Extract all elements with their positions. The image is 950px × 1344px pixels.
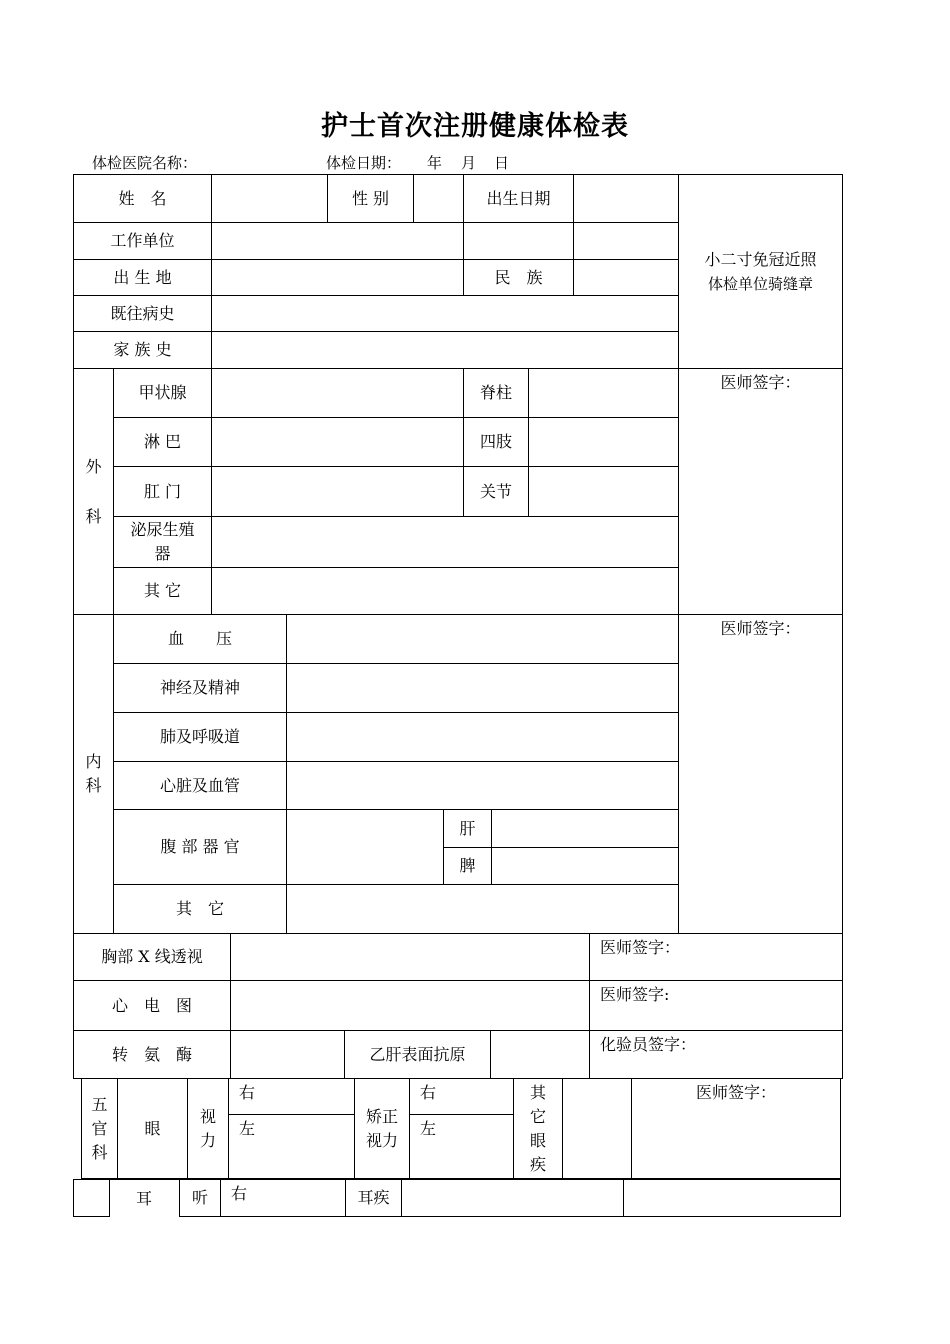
urogenital-line-2: 器 <box>154 544 171 563</box>
name-field[interactable] <box>211 174 328 223</box>
other-eye-char-2: 它 <box>529 1106 546 1126</box>
photo-line-1: 小二寸免冠近照 <box>704 249 817 269</box>
urogenital-label <box>113 516 212 568</box>
ecg-label: 心 电 图 <box>73 980 231 1031</box>
eye-label: 眼 <box>117 1078 188 1179</box>
thyroid-field[interactable] <box>211 368 464 418</box>
internal-char-2: 科 <box>85 776 102 795</box>
surgery-dept-label <box>73 368 114 615</box>
facial-doctor-sign: 医师签字： <box>631 1078 841 1179</box>
vision-char-2: 力 <box>199 1130 216 1150</box>
anus-label: 肛 门 <box>113 466 212 517</box>
urogenital-field[interactable] <box>211 516 679 568</box>
vision-left-field[interactable]: 左 <box>228 1114 355 1179</box>
xray-field[interactable] <box>230 933 590 981</box>
ecg-doctor-sign: 医师签字: <box>589 980 843 1031</box>
facial-char-3: 科 <box>91 1142 108 1162</box>
facial-dept-label <box>81 1078 118 1179</box>
thyroid-label: 甲状腺 <box>113 368 212 418</box>
internal-other-label: 其 它 <box>113 884 287 934</box>
blood-pressure-label: 血 压 <box>113 614 287 664</box>
joints-field[interactable] <box>528 466 679 517</box>
ear-doctor-cell <box>623 1179 841 1217</box>
vision-label <box>187 1078 229 1179</box>
past-history-label: 既往病史 <box>73 295 212 332</box>
surgery-other-label: 其 它 <box>113 567 212 615</box>
hearing-label: 听 <box>179 1179 221 1217</box>
heart-field[interactable] <box>286 761 679 810</box>
work-unit-label: 工作单位 <box>73 222 212 260</box>
exam-date-label: 体检日期： <box>326 154 402 172</box>
lymph-label: 淋 巴 <box>113 417 212 467</box>
abdomen-field[interactable] <box>286 809 444 885</box>
ecg-field[interactable] <box>230 980 590 1031</box>
alt-label: 转 氨 酶 <box>73 1030 231 1079</box>
xray-label: 胸部 X 线透视 <box>73 933 231 981</box>
family-history-field[interactable] <box>211 331 679 369</box>
internal-other-field[interactable] <box>286 884 679 934</box>
hbsag-field[interactable] <box>490 1030 590 1079</box>
month-label: 月 <box>461 154 477 172</box>
other-eye-char-3: 眼 <box>529 1130 546 1150</box>
blank-cell <box>463 222 574 260</box>
blood-pressure-field[interactable] <box>286 614 679 664</box>
photo-area <box>678 174 843 369</box>
anus-field[interactable] <box>211 466 464 517</box>
vision-right-field[interactable]: 右 <box>228 1078 355 1115</box>
corrected-right-field[interactable]: 右 <box>409 1078 514 1115</box>
other-eye-char-1: 其 <box>529 1082 546 1102</box>
corrected-vision-label <box>354 1078 410 1179</box>
alt-field[interactable] <box>230 1030 345 1079</box>
ear-disease-field[interactable] <box>401 1179 624 1217</box>
hearing-right-field[interactable]: 右 <box>220 1179 346 1217</box>
ethnicity-field[interactable] <box>573 259 679 296</box>
name-label: 姓 名 <box>73 174 212 223</box>
birth-date-label: 出生日期 <box>463 174 574 223</box>
ear-label: 耳 <box>109 1179 180 1217</box>
page-title: 护士首次注册健康体检表 <box>321 111 629 142</box>
hospital-name-label: 体检医院名称： <box>92 154 198 172</box>
internal-char-1: 内 <box>85 752 102 771</box>
surgery-char-2: 科 <box>85 506 102 526</box>
liver-label: 肝 <box>443 809 492 848</box>
neuro-label: 神经及精神 <box>113 663 287 713</box>
limbs-field[interactable] <box>528 417 679 467</box>
day-label: 日 <box>494 154 510 172</box>
spine-field[interactable] <box>528 368 679 418</box>
birth-date-field[interactable] <box>573 174 679 223</box>
xray-doctor-sign: 医师签字： <box>589 933 843 981</box>
joints-label: 关节 <box>463 466 529 517</box>
spleen-label: 脾 <box>443 847 492 885</box>
spine-label: 脊柱 <box>463 368 529 418</box>
internal-dept-label <box>73 614 114 934</box>
other-eye-char-4: 疾 <box>529 1154 546 1174</box>
other-eye-disease-label <box>513 1078 563 1179</box>
ethnicity-label: 民 族 <box>463 259 574 296</box>
corrected-left-field[interactable]: 左 <box>409 1114 514 1179</box>
year-label: 年 <box>427 154 443 172</box>
vision-char-1: 视 <box>199 1106 216 1126</box>
neuro-field[interactable] <box>286 663 679 713</box>
blank-cell <box>573 222 679 260</box>
lung-field[interactable] <box>286 712 679 762</box>
facial-char-2: 官 <box>91 1118 108 1138</box>
heart-label: 心脏及血管 <box>113 761 287 810</box>
surgery-char-1: 外 <box>85 456 102 476</box>
lab-tech-sign: 化验员签字： <box>589 1030 843 1079</box>
facial-char-1: 五 <box>91 1094 108 1114</box>
lung-label: 肺及呼吸道 <box>113 712 287 762</box>
other-eye-disease-field[interactable] <box>562 1078 632 1179</box>
ear-disease-label: 耳疾 <box>345 1179 402 1217</box>
corrected-line-2: 视力 <box>365 1130 398 1150</box>
gender-label: 性 别 <box>327 174 414 223</box>
birthplace-field[interactable] <box>211 259 464 296</box>
surgery-other-field[interactable] <box>211 567 679 615</box>
lymph-field[interactable] <box>211 417 464 467</box>
abdomen-label: 腹 部 器 官 <box>113 809 287 885</box>
urogenital-line-1: 泌尿生殖 <box>130 520 195 539</box>
liver-field[interactable] <box>491 809 679 848</box>
corrected-line-1: 矫正 <box>365 1106 398 1126</box>
family-history-label: 家 族 史 <box>73 331 212 369</box>
limbs-label: 四肢 <box>463 417 529 467</box>
past-history-field[interactable] <box>211 295 679 332</box>
spleen-field[interactable] <box>491 847 679 885</box>
gender-field[interactable] <box>413 174 464 223</box>
internal-doctor-sign: 医师签字： <box>678 614 843 934</box>
work-unit-field[interactable] <box>211 222 464 260</box>
photo-line-2: 体检单位骑缝章 <box>707 274 813 293</box>
surgery-doctor-sign: 医师签字： <box>678 368 843 615</box>
hbsag-label: 乙肝表面抗原 <box>344 1030 491 1079</box>
birthplace-label: 出 生 地 <box>73 259 212 296</box>
ear-blank-cell <box>73 1179 110 1217</box>
